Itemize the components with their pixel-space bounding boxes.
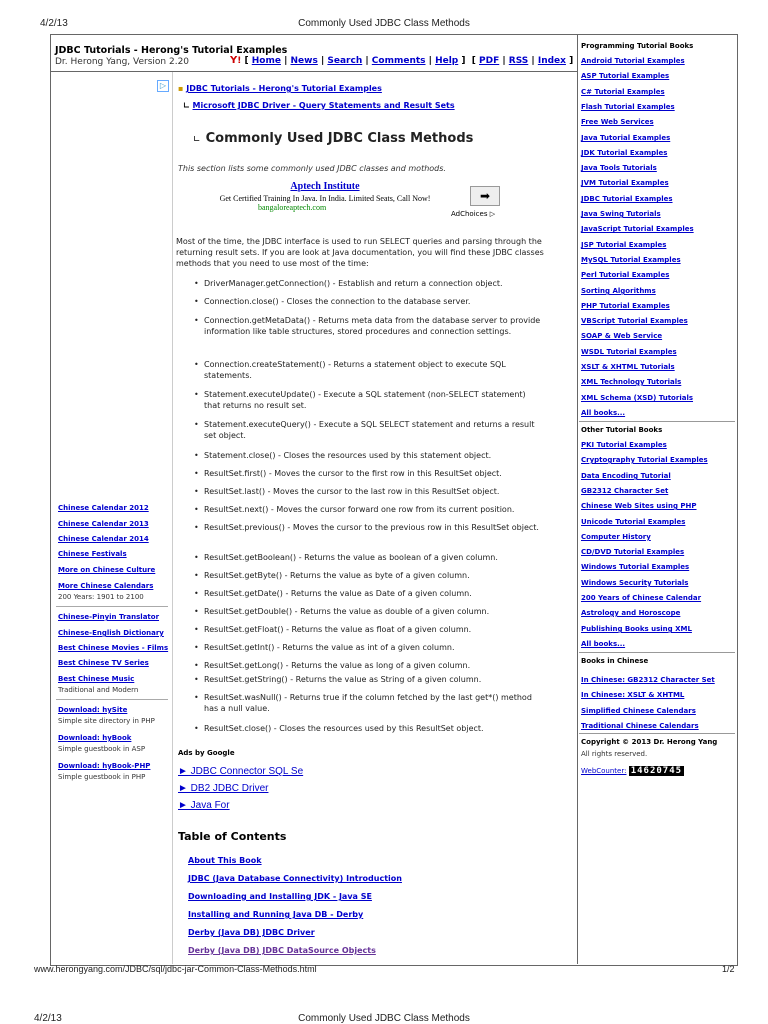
ads-by-google-label: Ads by Google xyxy=(178,749,235,757)
sidebar-book-link[interactable]: JSP Tutorial Examples xyxy=(581,241,667,249)
sidebar-book-link[interactable]: Free Web Services xyxy=(581,118,654,126)
header-divider xyxy=(51,71,577,72)
breadcrumb-root-link[interactable]: JDBC Tutorials - Herong's Tutorial Examples xyxy=(186,84,382,93)
yahoo-icon[interactable]: Y xyxy=(230,55,238,66)
ad-title[interactable]: Aptech Institute xyxy=(290,181,360,192)
list-item: • ResultSet.getFloat() - Returns the value as float of a given column. xyxy=(192,625,544,636)
sidebar-book-link[interactable]: In Chinese: GB2312 Character Set xyxy=(581,676,715,684)
pdf-header-title: Commonly Used JDBC Class Methods xyxy=(298,18,470,29)
list-item: • ResultSet.getByte() - Returns the value as byte of a given column. xyxy=(192,571,544,582)
toc-heading: Table of Contents xyxy=(178,830,287,843)
google-ad-link-3[interactable]: ► Java For xyxy=(178,800,230,811)
sidebar-book-link[interactable]: JDK Tutorial Examples xyxy=(581,149,668,157)
sidebar-link[interactable]: Chinese-English Dictionary xyxy=(58,629,164,637)
intro-paragraph: Most of the time, the JDBC interface is used to run SELECT queries and parsing through the returning result sets. If you are look at Java documentation, you will find these JDBC classes methods that you need to use most of the time: xyxy=(176,237,544,268)
sidebar-book-link[interactable]: Simplified Chinese Calendars xyxy=(581,707,696,715)
sidebar-book-link[interactable]: Windows Tutorial Examples xyxy=(581,563,690,571)
chinese-books-heading: Books in Chinese xyxy=(581,657,649,665)
toc-item[interactable]: Installing and Running Java DB - Derby xyxy=(188,910,364,919)
sidebar-book-link[interactable]: XSLT & XHTML Tutorials xyxy=(581,363,675,371)
list-item: • ResultSet.getInt() - Returns the value as int of a given column. xyxy=(192,643,544,654)
google-ad-link-1[interactable]: ► JDBC Connector SQL Se xyxy=(178,766,304,777)
rights: All rights reserved. xyxy=(581,750,648,758)
pdf-footer-url: www.herongyang.com/JDBC/sql/jdbc-jar-Common-Class-Methods.html xyxy=(34,964,317,974)
left-sidebar-divider xyxy=(172,72,173,964)
sidebar-book-link[interactable]: SOAP & Web Service xyxy=(581,332,663,340)
sidebar-book-link[interactable]: Traditional Chinese Calendars xyxy=(581,722,699,730)
sidebar-book-link[interactable]: Java Tools Tutorials xyxy=(581,164,657,172)
sidebar-book-link[interactable]: CD/DVD Tutorial Examples xyxy=(581,548,685,556)
list-item: • ResultSet.getBoolean() - Returns the value as boolean of a given column. xyxy=(192,553,544,564)
download-note: Simple site directory in PHP xyxy=(58,717,155,725)
sidebar-divider xyxy=(579,652,735,653)
ad-text: Get Certified Training In Java. In India. Limited Seats, Call Now! xyxy=(219,194,431,203)
page-frame xyxy=(50,34,738,966)
sidebar-divider xyxy=(579,421,735,422)
subtree-icon: ∟ xyxy=(193,135,201,145)
sidebar-book-link[interactable]: Perl Tutorial Examples xyxy=(581,271,670,279)
breadcrumb-root xyxy=(178,84,382,93)
sidebar-link[interactable]: Chinese Calendar 2012 xyxy=(58,504,149,512)
sidebar-book-link[interactable]: Java Swing Tutorials xyxy=(581,210,661,218)
site-title: JDBC Tutorials - Herong's Tutorial Examples xyxy=(55,45,288,56)
sidebar-book-link[interactable]: Sorting Algorithms xyxy=(581,287,656,295)
pdf-footer-page: 1/2 xyxy=(722,964,735,974)
page-title-text: Commonly Used JDBC Class Methods xyxy=(205,131,474,146)
sidebar-book-link[interactable]: XML Technology Tutorials xyxy=(581,378,682,386)
nav-comments[interactable]: Comments xyxy=(371,56,426,66)
list-item: • ResultSet.getDouble() - Returns the value as double of a given column. xyxy=(192,607,544,618)
sidebar-link[interactable]: Chinese Calendar 2013 xyxy=(58,520,149,528)
sidebar-book-link[interactable]: JVM Tutorial Examples xyxy=(581,179,669,187)
list-item: • ResultSet.wasNull() - Returns true if the column fetched by the last get*() method has a null value. xyxy=(192,693,544,714)
list-item: • ResultSet.getString() - Returns the value as String of a given column. xyxy=(192,675,544,686)
breadcrumb-parent-link[interactable]: Microsoft JDBC Driver - Query Statements and Result Sets xyxy=(192,101,455,110)
toc-item[interactable]: Derby (Java DB) JDBC Driver xyxy=(188,928,315,937)
sidebar-book-link[interactable]: Windows Security Tutorials xyxy=(581,579,689,587)
list-item: • ResultSet.next() - Moves the cursor forward one row from its current position. xyxy=(192,505,544,516)
sidebar-link[interactable]: More on Chinese Culture xyxy=(58,566,156,574)
google-ad-link-2[interactable]: ► DB2 JDBC Driver xyxy=(178,783,269,794)
list-item: • Statement.executeUpdate() - Execute a SQL statement (non-SELECT statement) that returns no result set. xyxy=(192,390,544,411)
sidebar-book-link[interactable]: ASP Tutorial Examples xyxy=(581,72,670,80)
sidebar-link[interactable]: Chinese-Pinyin Translator xyxy=(58,613,160,621)
webcounter-value: 14620745 xyxy=(630,766,683,776)
nav-news[interactable]: News xyxy=(290,56,318,66)
sidebar-book-link[interactable]: XML Schema (XSD) Tutorials xyxy=(581,394,694,402)
sidebar-book-link[interactable]: Android Tutorial Examples xyxy=(581,57,685,65)
list-item: • DriverManager.getConnection() - Establish and return a connection object. xyxy=(192,279,544,290)
intro-italic: This section lists some commonly used JDBC classes and mothods. xyxy=(178,164,446,173)
music-note: Traditional and Modern xyxy=(58,686,139,694)
sidebar-book-link[interactable]: Publishing Books using XML xyxy=(581,625,692,633)
sidebar-book-link[interactable]: GB2312 Character Set xyxy=(581,487,669,495)
page-title xyxy=(193,127,473,146)
sidebar-download-link[interactable]: Download: hySite xyxy=(58,706,128,714)
sidebar-book-link[interactable]: C# Tutorial Examples xyxy=(581,88,665,96)
webcounter xyxy=(581,766,684,776)
list-item: • Statement.close() - Closes the resources used by this statement object. xyxy=(192,451,544,462)
list-item: • Connection.getMetaData() - Returns meta data from the database server to provide information like table structures, stored procedures and connection settings. xyxy=(192,316,544,337)
sidebar-book-link[interactable]: MySQL Tutorial Examples xyxy=(581,256,681,264)
list-item: • ResultSet.previous() - Moves the cursor to the previous row in this ResultSet object. xyxy=(192,523,544,534)
sidebar-book-link[interactable]: PKI Tutorial Examples xyxy=(581,441,667,449)
sidebar-book-link[interactable]: Unicode Tutorial Examples xyxy=(581,518,686,526)
sidebar-divider xyxy=(56,699,168,700)
list-item: • Connection.close() - Closes the connection to the database server. xyxy=(192,297,544,308)
sidebar-book-link[interactable]: 200 Years of Chinese Calendar xyxy=(581,594,702,602)
list-item: • ResultSet.getDate() - Returns the value as Date of a given column. xyxy=(192,589,544,600)
toc-item[interactable]: About This Book xyxy=(188,856,262,865)
next-page-date: 4/2/13 xyxy=(34,1013,62,1024)
pdf-header-date: 4/2/13 xyxy=(40,18,68,29)
adchoices[interactable]: AdChoices ▷ xyxy=(451,210,496,218)
sidebar-book-link[interactable]: Flash Tutorial Examples xyxy=(581,103,675,111)
other-books-heading: Other Tutorial Books xyxy=(581,426,663,434)
sidebar-link[interactable]: Chinese Festivals xyxy=(58,550,127,558)
site-nav: Y! [ Home | News | Search | Comments | Help ] [ PDF | RSS | Index ] xyxy=(230,55,574,66)
sidebar-divider xyxy=(56,606,168,607)
sidebar-book-link[interactable]: All books... xyxy=(581,409,626,417)
calendar-note: 200 Years: 1901 to 2100 xyxy=(58,593,144,601)
sidebar-book-link[interactable]: Chinese Web Sites using PHP xyxy=(581,502,697,510)
sidebar-link[interactable]: Best Chinese Music xyxy=(58,675,135,683)
prog-books-heading: Programming Tutorial Books xyxy=(581,42,694,50)
ad-block[interactable] xyxy=(200,181,450,212)
list-item: • ResultSet.close() - Closes the resources used by this ResultSet object. xyxy=(192,724,544,735)
sidebar-link[interactable]: Best Chinese TV Series xyxy=(58,659,149,667)
nav-search[interactable]: Search xyxy=(327,56,363,66)
sidebar-divider xyxy=(579,733,735,734)
nav-pdf[interactable]: PDF xyxy=(479,56,500,66)
sidebar-book-link[interactable]: Astrology and Horoscope xyxy=(581,609,681,617)
sidebar-download-link[interactable]: Download: hyBook-PHP xyxy=(58,762,151,770)
list-item: • ResultSet.getLong() - Returns the value as long of a given column. xyxy=(192,661,544,672)
play-icon[interactable]: ▷ xyxy=(157,80,169,92)
nav-rss[interactable]: RSS xyxy=(508,56,529,66)
list-item: • Connection.createStatement() - Returns a statement object to execute SQL statements. xyxy=(192,360,544,381)
webcounter-link[interactable]: WebCounter: xyxy=(581,767,627,775)
sidebar-book-link[interactable]: VBScript Tutorial Examples xyxy=(581,317,688,325)
nav-help[interactable]: Help xyxy=(435,56,459,66)
nav-home[interactable]: Home xyxy=(251,56,281,66)
subtree-icon: ∟ xyxy=(183,101,190,110)
copyright: Copyright © 2013 Dr. Herong Yang xyxy=(581,738,718,746)
list-item: • Statement.executeQuery() - Execute a SQL SELECT statement and returns a result set object. xyxy=(192,420,544,441)
right-sidebar-divider xyxy=(577,34,578,964)
sidebar-book-link[interactable]: Computer History xyxy=(581,533,651,541)
sidebar-book-link[interactable]: JavaScript Tutorial Examples xyxy=(581,225,694,233)
list-item: • ResultSet.last() - Moves the cursor to the last row in this ResultSet object. xyxy=(192,487,544,498)
toc-item[interactable]: Downloading and Installing JDK - Java SE xyxy=(188,892,372,901)
toc-item[interactable]: JDBC (Java Database Connectivity) Introduction xyxy=(188,874,402,883)
sidebar-book-link[interactable]: PHP Tutorial Examples xyxy=(581,302,670,310)
sidebar-book-link[interactable]: WSDL Tutorial Examples xyxy=(581,348,677,356)
toc-item[interactable]: Derby (Java DB) JDBC DataSource Objects xyxy=(188,946,376,955)
site-subtitle: Dr. Herong Yang, Version 2.20 xyxy=(55,57,190,67)
breadcrumb-parent xyxy=(183,101,455,110)
list-item: • ResultSet.first() - Moves the cursor to the first row in this ResultSet object. xyxy=(192,469,544,480)
sidebar-link[interactable]: Best Chinese Movies - Films xyxy=(58,644,169,652)
nav-index[interactable]: Index xyxy=(537,56,566,66)
next-page-title: Commonly Used JDBC Class Methods xyxy=(298,1013,470,1024)
download-note: Simple guestbook in PHP xyxy=(58,773,146,781)
sidebar-book-link[interactable]: Cryptography Tutorial Examples xyxy=(581,456,708,464)
download-note: Simple guestbook in ASP xyxy=(58,745,146,753)
folder-icon: ▪ xyxy=(178,84,184,93)
sidebar-book-link[interactable]: Java Tutorial Examples xyxy=(581,134,671,142)
sidebar-book-link[interactable]: JDBC Tutorial Examples xyxy=(581,195,673,203)
ad-arrow-button[interactable]: ➡ xyxy=(470,186,500,206)
sidebar-download-link[interactable]: Download: hyBook xyxy=(58,734,132,742)
sidebar-book-link[interactable]: All books... xyxy=(581,640,626,648)
sidebar-book-link[interactable]: Data Encoding Tutorial xyxy=(581,472,671,480)
sidebar-book-link[interactable]: In Chinese: XSLT & XHTML xyxy=(581,691,685,699)
sidebar-link[interactable]: Chinese Calendar 2014 xyxy=(58,535,149,543)
adchoices-icon: ▷ xyxy=(489,210,496,218)
sidebar-link[interactable]: More Chinese Calendars xyxy=(58,582,154,590)
ad-url[interactable]: bangaloreaptech.com xyxy=(258,203,327,212)
